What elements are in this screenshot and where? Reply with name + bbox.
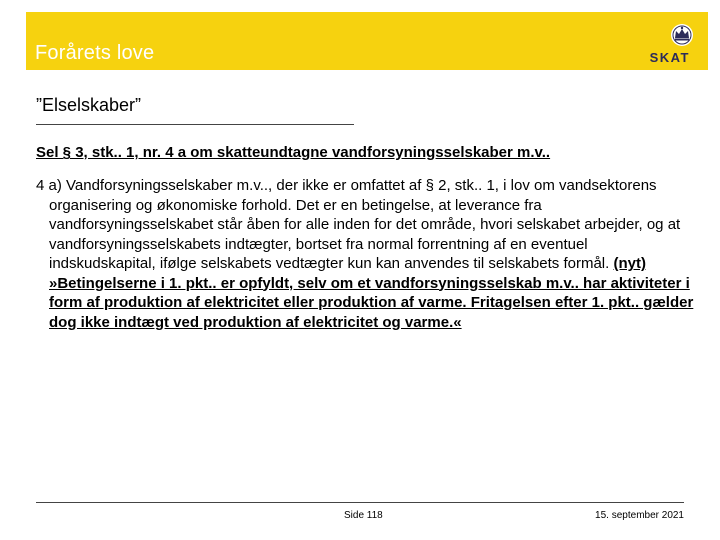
page-number: Side 118 [344, 510, 383, 521]
body-paragraph [36, 176, 695, 332]
header-bar [26, 12, 708, 70]
subtitle-divider [36, 124, 354, 125]
footer-date: 15. september 2021 [595, 510, 684, 521]
svg-text:SKAT: SKAT [649, 50, 690, 65]
section-heading: Sel § 3, stk.. 1, nr. 4 a om skatteundtagne vandforsyningsselskaber m.v.. [36, 144, 551, 161]
skat-logo [622, 18, 698, 66]
body-new-text: (nyt) »Betingelserne i 1. pkt.. er opfyldt, selv om et vandforsyningsselskab m.v.. har aktiviteter i form af produktion af elektricitet eller produktion af varme. Fritagelsen efter 1. pkt.. gælder dog ikke indtægt ved produktion af elektricitet og varme.« [49, 255, 694, 331]
body-regular-text: 4 a) Vandforsyningsselskaber m.v.., der ikke er omfattet af § 2, stk.. 1, i lov om vandsektorens organisering og økonomiske forhold. Det er en betingelse, at leverance fra vandforsyningsselskabet står åben for alle inden for det område, hvori selskabet arbejder, og at vandforsyningsselskabets indtægter, bortset fra normal forrentning af en eventuel indskudskapital, ifølge selskabets vedtægter kun kan anvendes til selskabets formål. [36, 177, 681, 272]
slide-subtitle: ”Elselskaber” [36, 95, 142, 115]
footer-divider [36, 502, 684, 503]
crown-icon [622, 18, 698, 66]
page-title: Forårets love [35, 42, 155, 64]
